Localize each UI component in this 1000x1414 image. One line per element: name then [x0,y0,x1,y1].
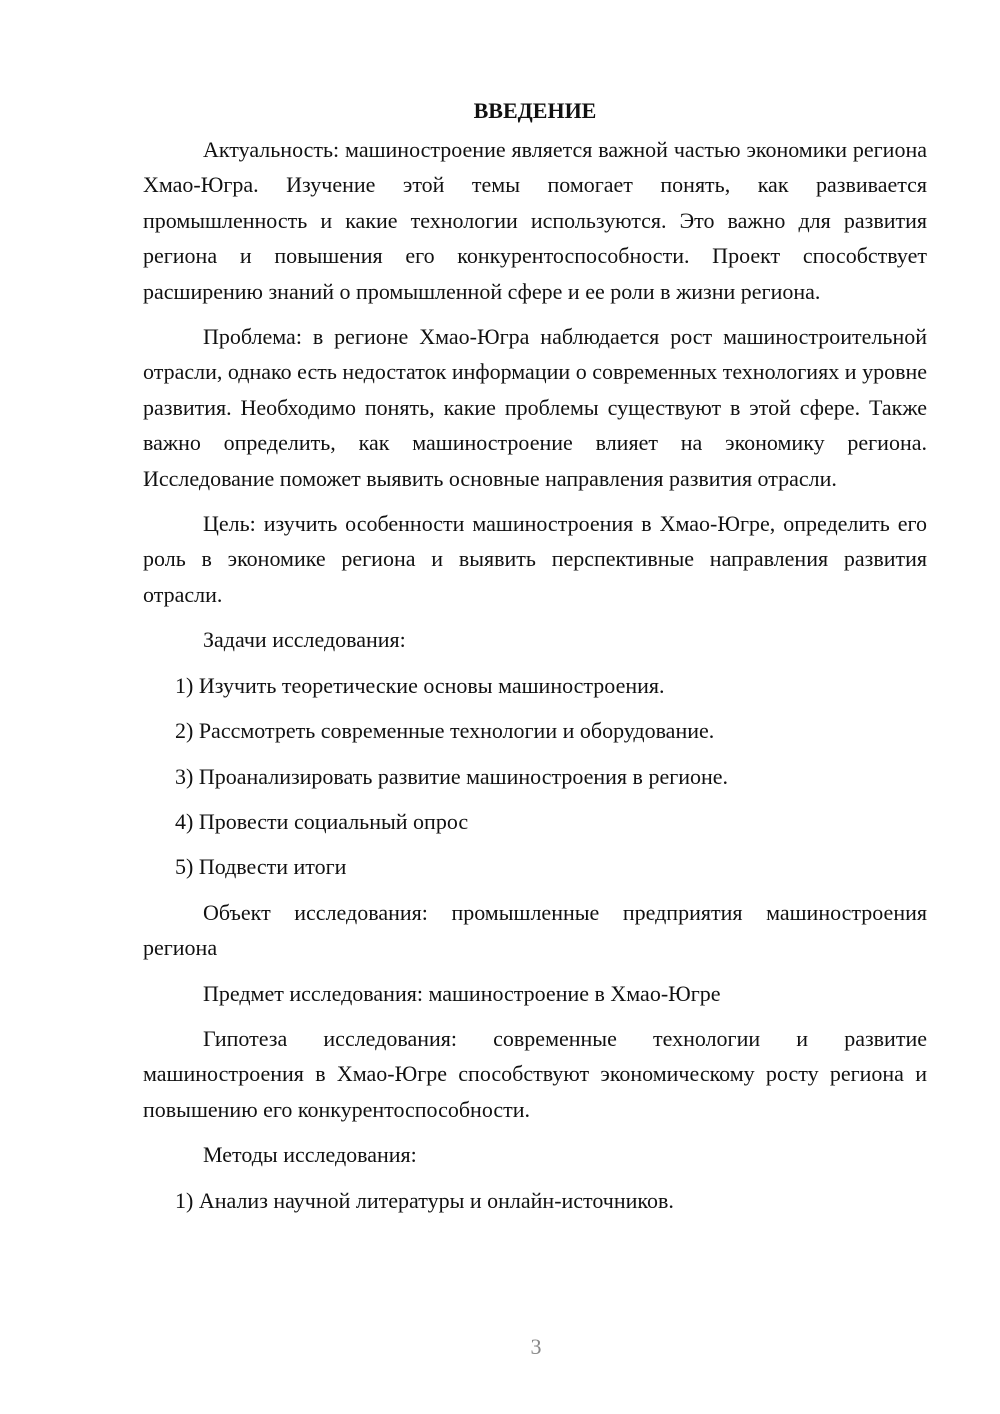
object-paragraph: Объект исследования: промышленные предприятия машиностроения региона [143,899,927,961]
section-heading: ВВЕДЕНИЕ [473,98,597,123]
page-body [143,96,927,1228]
method-item: 1) Анализ научной литературы и онлайн-источников. [175,1187,674,1213]
task-item: 4) Провести социальный опрос [175,808,469,834]
problem-paragraph: Проблема: в регионе Хмао-Югра наблюдается рост машиностроительной отрасли, однако есть недостаток информации о современных технологиях и уровне развития. Необходимо понять, какие проблемы существуют в этой сфере. Также важно определить, как машиностроение влияет на экономику региона. Исследование поможет выявить основные направления развития отрасли. [143,324,927,491]
task-item: 3) Проанализировать развитие машиностроения в регионе. [175,763,729,789]
hypothesis-paragraph: Гипотеза исследования: современные технологии и развитие машиностроения в Хмао-Югре способствуют экономическому росту региона и повышению его конкурентоспособности. [143,1025,927,1122]
page-number: 3 [530,1334,542,1359]
tasks-title: Задачи исследования: [203,627,406,653]
methods-title: Методы исследования: [203,1142,417,1168]
task-item: 2) Рассмотреть современные технологии и оборудование. [175,718,715,744]
task-item: 5) Подвести итоги [175,854,347,880]
goal-paragraph: Цель: изучить особенности машиностроения в Хмао-Югре, определить его роль в экономике региона и выявить перспективные направления развития отрасли. [143,511,927,607]
task-item: 1) Изучить теоретические основы машиностроения. [175,672,665,698]
subject-paragraph: Предмет исследования: машиностроение в Хмао-Югре [203,980,721,1006]
relevance-paragraph: Актуальность: машиностроение является важной частью экономики региона Хмао-Югра. Изучение этой темы помогает понять, как развивается промышленность и какие технологии используются. Это важно для развития региона и повышения его конкурентоспособности. Проект способствует расширению знаний о промышленной сфере и ее роли в жизни региона. [143,137,927,304]
